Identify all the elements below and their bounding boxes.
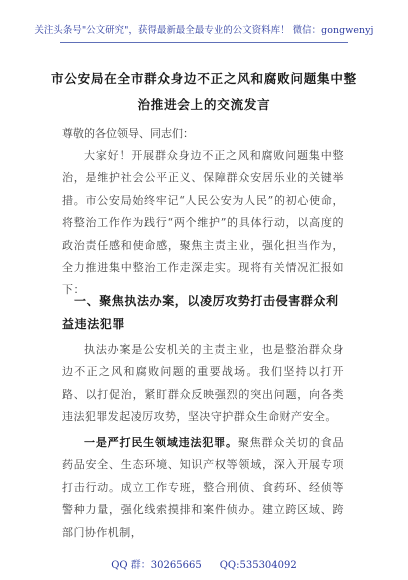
salutation: 尊敬的各位领导、同志们： — [62, 127, 194, 140]
contact-footer — [0, 556, 408, 571]
qq-group-number: QQ 群：30265665 — [111, 560, 202, 571]
paragraph-body-text: 聚焦群众关切的食品药品安全、生态环境、知识产权等领域，深入开展专项打击行动。成立工作专班，整合刑侦、食药环、经侦等警种力量，强化线索摸排和案件侦办。建立跨区域、跨部门协作机制， — [62, 436, 344, 539]
section-heading-1: 一、聚焦执法办案，以凌厉攻势打击侵害群众利益违法犯罪 — [62, 294, 339, 331]
qq-number: QQ:535304092 — [219, 560, 297, 571]
header-divider — [60, 42, 348, 43]
paragraph-livelihood — [62, 432, 344, 544]
paragraph-enforcement: 执法办案是公安机关的主责主业，也是整治群众身边不正之风和腐败问题的重要战场。我们坚持以打开路、以打促治，紧盯群众反映强烈的突出问题，向各类违法犯罪发起凌厉攻势，坚决守护群众生命财产安全。 — [62, 343, 344, 424]
promo-banner: 关注头条号"公文研究"，获得最新最全最专业的公文资料库！ 微信：gongwenyj — [34, 25, 374, 36]
paragraph-intro: 大家好！开展群众身边不正之风和腐败问题集中整治，是维护社会公平正义、保障群众安居乐业的关键举措。市公安局始终牢记“人民公安为人民”的初心使命，将整治工作作为践行“两个维护”的具体行动，以高度的政治责任感和使命感，聚焦主责主业，强化担当作为，全力推进集中整治工作走深走实。现将有关情况汇报如下： — [62, 149, 344, 297]
document-title: 市公安局在全市群众身边不正之风和腐败问题集中整治推进会上的交流发言 — [51, 71, 357, 112]
paragraph-lead-phrase: 一是严打民生领域违法犯罪。 — [84, 436, 238, 449]
